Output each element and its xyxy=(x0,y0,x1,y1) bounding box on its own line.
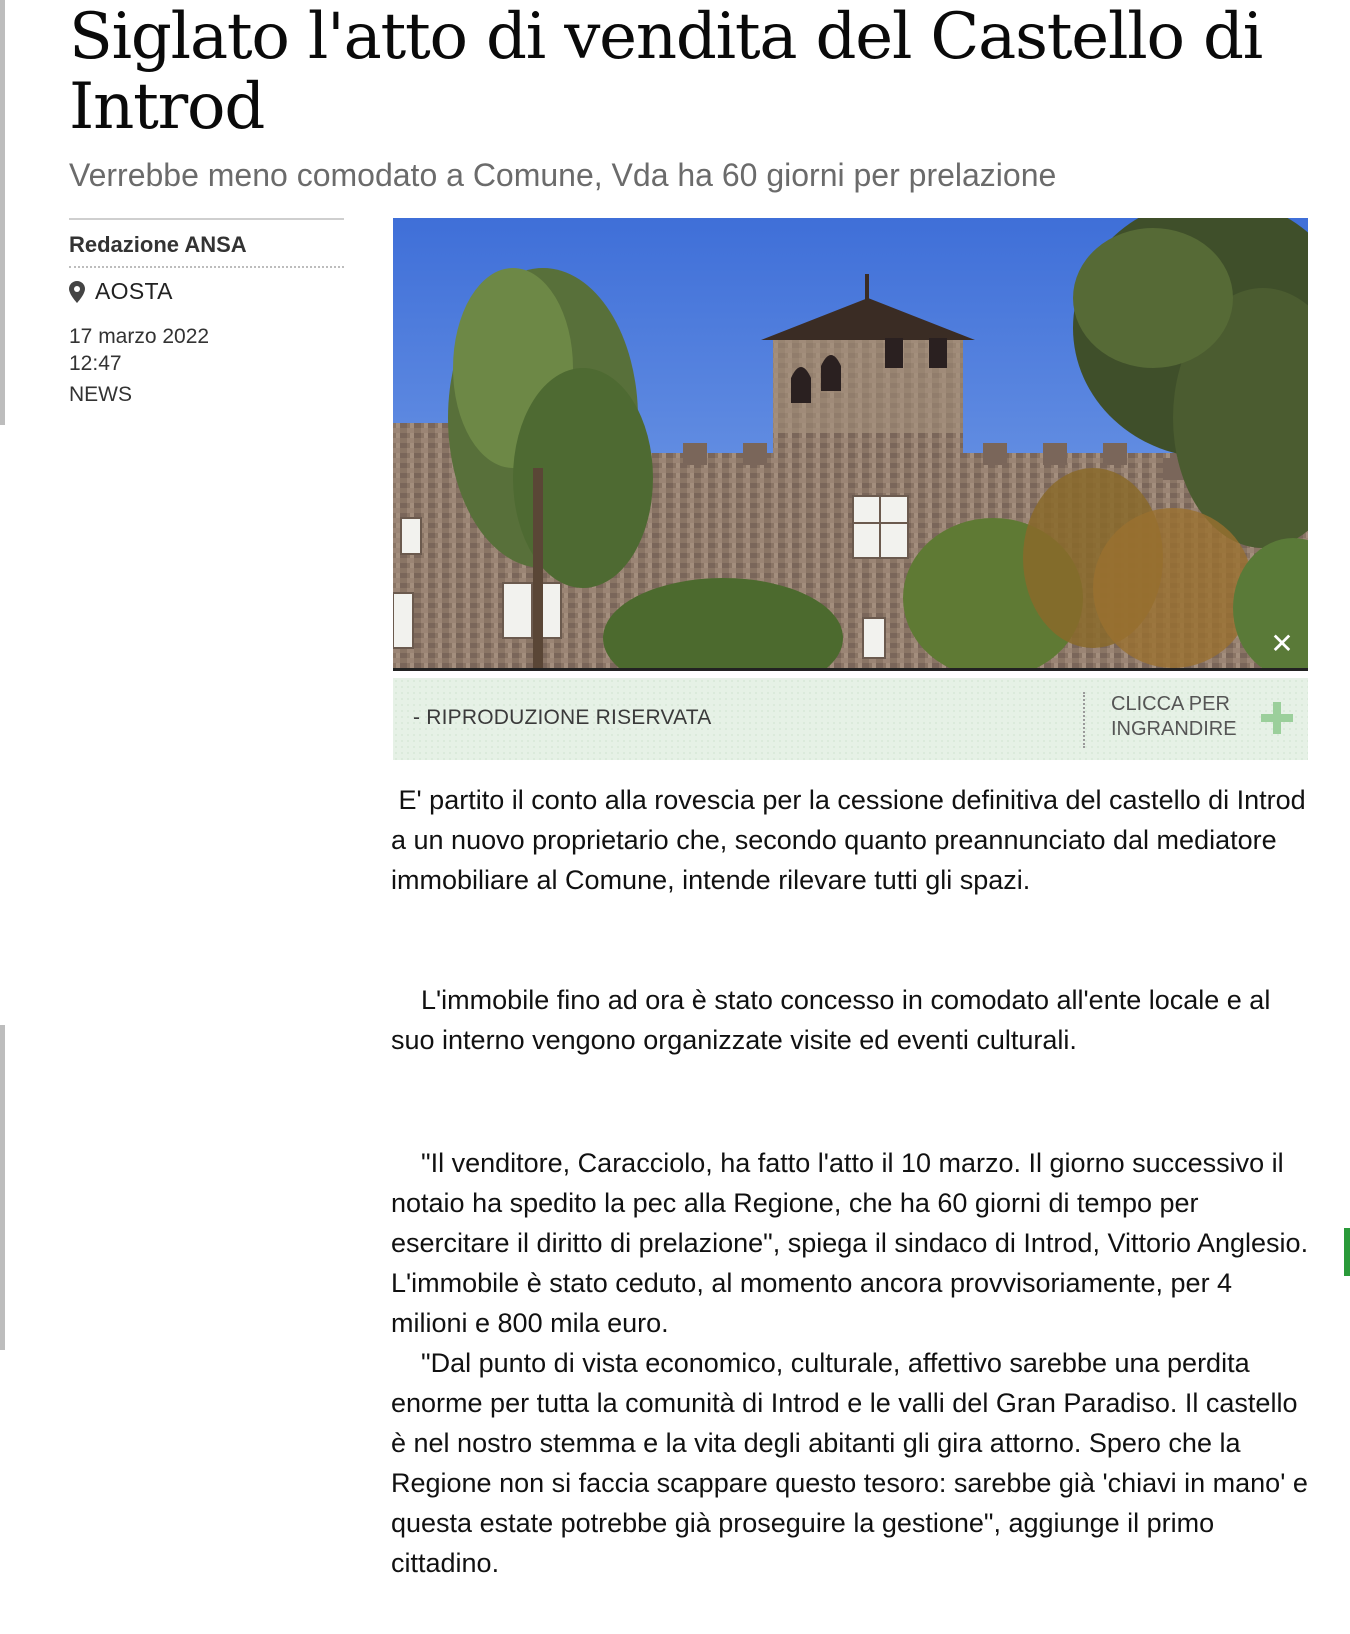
article-paragraph-2: L'immobile fino ad ora è stato concesso in comodato all'ente locale e al suo interno vengono organizzate visite ed eventi culturali. xyxy=(391,985,1278,1055)
enlarge-label: CLICCA PER INGRANDIRE xyxy=(1111,693,1237,740)
castle-photo-illustration xyxy=(393,218,1308,668)
category-label[interactable]: NEWS xyxy=(69,383,132,406)
location-pin-icon xyxy=(69,281,85,303)
close-icon[interactable]: ✕ xyxy=(1270,627,1294,660)
photo-caption-bar xyxy=(393,678,1308,760)
article-subtitle: Verrebbe meno comodato a Comune, Vda ha 60 giorni per prelazione xyxy=(69,157,1057,193)
enlarge-photo-button[interactable] xyxy=(1083,692,1310,748)
plus-icon xyxy=(1261,702,1293,734)
article-photo[interactable] xyxy=(393,218,1308,671)
publish-date: 17 marzo 2022 xyxy=(69,325,210,348)
right-accent-bar xyxy=(1344,1228,1350,1276)
author-name[interactable]: Redazione ANSA xyxy=(69,220,344,268)
location-label: AOSTA xyxy=(95,278,173,304)
publish-time: 12:47 xyxy=(69,352,122,375)
article-paragraph-1: E' partito il conto alla rovescia per la cessione definitiva del castello di Introd a un nuovo proprietario che, secondo quanto preannunciato dal mediatore immobiliare al Comune, intende rilevare tutti gli spazi. xyxy=(391,785,1314,895)
location xyxy=(69,278,344,305)
article-headline: Siglato l'atto di vendita del Castello di Introd xyxy=(69,0,1262,144)
article-paragraph-4: "Dal punto di vista economico, culturale, affettivo sarebbe una perdita enorme per tutta la comunità di Introd e le valli del Gran Paradiso. Il castello è nel nostro stemma e la vita degli abitanti gli gira attorno. Spero che la Regione non si faccia scappare questo tesoro: sarebbe già 'chiavi in mano' e questa estate potrebbe già proseguire la gestione", aggiunge il primo cittadino. xyxy=(391,1348,1316,1578)
left-edge-gap xyxy=(0,425,5,1025)
article-meta xyxy=(69,218,344,408)
article-paragraph-3: "Il venditore, Caracciolo, ha fatto l'atto il 10 marzo. Il giorno successivo il notaio ha spedito la pec alla Regione, che ha 60 giorni di tempo per esercitare il diritto di prelazione", spiega il sindaco di Introd, Vittorio Anglesio. L'immobile è stato ceduto, al momento ancora provvisoriamente, per 4 milioni e 800 mila euro. xyxy=(391,1148,1316,1338)
photo-caption: - RIPRODUZIONE RISERVATA xyxy=(413,706,712,729)
